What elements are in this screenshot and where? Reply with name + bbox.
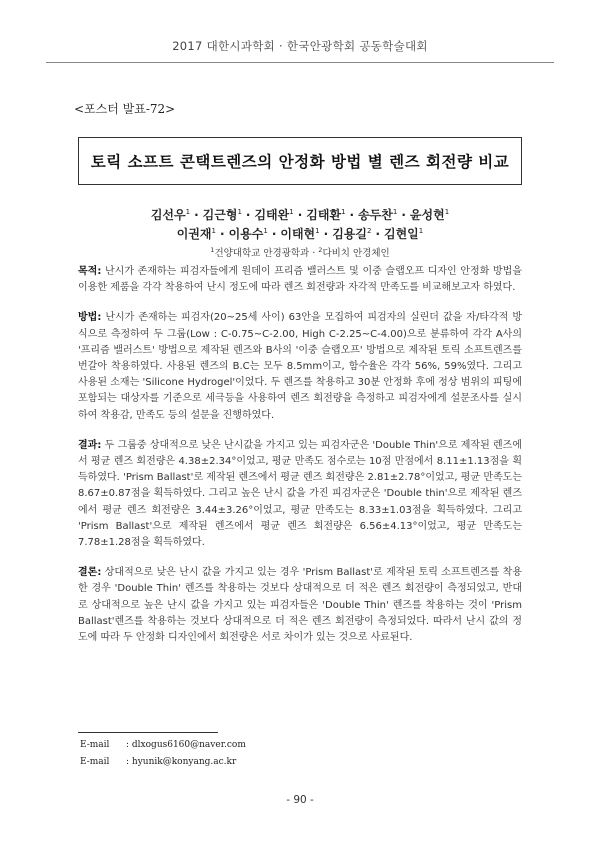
section-text: 난시가 존재하는 피검자(20~25세 사이) 63안을 모집하여 피검자의 실린더 값을 자/타각적 방식으로 측정하여 두 그룹(Low : C-0.75~C-2.00, High C-2.25~C-4.00)으로 분류하여 각각 A사의 '프리즘 밸러스트' 방법으로 제작된 렌즈와 B사의 '이중 슬랩오프' 방법으로 제작된 토릭 소프트렌즈를 번갈아 착용하였다. 사용된 렌즈의 B.C는 모두 8.5mm이고, 함수율은 각각 56%, 59%였다. 그리고 사용된 소재는 'Silicone Hydrogel'이었다. 두 렌즈를 착용하고 30분 안정화 후에 정상 범위의 피팅에 포함되는 대상자를 기준으로 세극등을 사용하여 렌즈 회전량을 측정하고 피검자에게 설문조사를 실시하여 착용감, 만족도 등의 설문을 진행하였다. [78, 312, 522, 421]
section-method [78, 310, 522, 423]
header-divider [46, 62, 554, 63]
poster-label: <포스터 발표-72> [74, 102, 176, 116]
affiliation-2: 다비치 안경체인 [322, 248, 390, 259]
section-conclusion [78, 565, 522, 646]
author-line-2: 이권재$^1$ · 이용수$^1$ · 이태현$^1$ · 김용길$^2$ · 김현일$^1$ [176, 227, 424, 241]
section-label: 결론: [78, 567, 102, 579]
email-address: hyunik@konyang.ac.kr [131, 757, 237, 767]
email-line: E-mail : hyunik@konyang.ac.kr [80, 757, 237, 767]
author-line-1: 김선우$^1$ · 김근형$^1$ · 김태완$^1$ · 김태환$^1$ · 송두찬$^1$ · 윤성현$^1$ [150, 208, 450, 222]
email-address: dlxogus6160@naver.com [131, 740, 246, 750]
abstract-body [78, 264, 522, 660]
author: 김선우$^1$ [150, 208, 191, 222]
email-line: E-mail : dlxogus6160@naver.com [80, 740, 246, 750]
conference-header: 2017 대한시과학회 · 한국안광학회 공동학술대회 [172, 39, 428, 53]
section-text: 두 그룹중 상대적으로 낮은 난시값을 가지고 있는 피검자군은 'Double Thin'으로 제작된 렌즈에서 평균 렌즈 회전량은 4.38±2.34°이었고, 평균 만족도 점수로는 10점 만점에서 8.11±1.13점을 획득하였다. 'Prism Ballast'로 제작된 렌즈에서 평균 렌즈 회전량은 2.81±2.78°이었고, 평균 만족도는 8.67±0.87점을 획득하였다. 그리고 높은 난시 값을 가진 피검자군은 'Double thin'으로 제작된 렌즈에서 평균 렌즈 회전량은 3.44±3.26°이었고, 평균 만족도는 8.33±1.03점을 획득하였다. 그리고 'Prism Ballast'으로 제작된 렌즈에서 평균 렌즈 회전량은 6.56±4.13°이었고, 평균 만족도는 7.78±1.28점을 획득하였다. [78, 439, 522, 549]
section-results [78, 438, 522, 551]
author: 송두찬$^1$ [358, 208, 398, 222]
section-purpose [78, 264, 522, 296]
author: 김현일$^1$ [384, 227, 424, 241]
section-text: 상대적으로 낮은 난시 값을 가지고 있는 경우 'Prism Ballast'로 제작된 토릭 소프트렌즈를 착용한 경우 'Double Thin' 렌즈를 착용하는 것보다 상대적으로 더 적은 렌즈 회전량이 측정되었고, 반대로 상대적으로 높은 난시 값을 가지고 있는 피검자들은 'Double Thin' 렌즈를 착용하는 것이 'Prism Ballast'렌즈를 착용하는 것보다 상대적으로 더 적은 렌즈 회전량이 측정되었다. 따라서 난시 값의 정도에 따라 두 안정화 디자인에서 회전량은 서로 차이가 있는 것으로 사료된다. [78, 567, 522, 644]
author: 김근형$^1$ [202, 208, 242, 222]
title-box [78, 137, 522, 185]
author: 이태현$^1$ [280, 227, 320, 241]
author: 김태완$^1$ [254, 208, 294, 222]
page-number: - 90 - [286, 794, 314, 806]
section-label: 목적: [78, 266, 102, 277]
author: 김용길$^2$ [332, 227, 372, 241]
author: 윤성현$^1$ [409, 208, 450, 222]
affiliation-1: 건양대학교 안경광학과 [214, 248, 310, 259]
section-label: 방법: [78, 312, 102, 324]
footnote-divider [78, 732, 218, 733]
author: 이권재$^1$ [176, 227, 216, 241]
author: 이용수$^1$ [228, 227, 268, 241]
paper-title: 토릭 소프트 콘택트렌즈의 안정화 방법 별 렌즈 회전량 비교 [90, 153, 510, 171]
section-text: 난시가 존재하는 피검자들에게 원데이 프리즘 밸러스트 및 이중 슬랩오프 디자인 안정화 방법을 이용한 제품을 각각 착용하여 난시 정도에 따라 렌즈 회전량과 자각적 만족도를 비교해보고자 하였다. [78, 266, 522, 294]
affiliations: $^1$건양대학교 안경광학과 · $^2$다비치 안경체인 [210, 245, 390, 259]
author: 김태환$^1$ [306, 208, 346, 222]
section-label: 결과: [78, 439, 102, 451]
